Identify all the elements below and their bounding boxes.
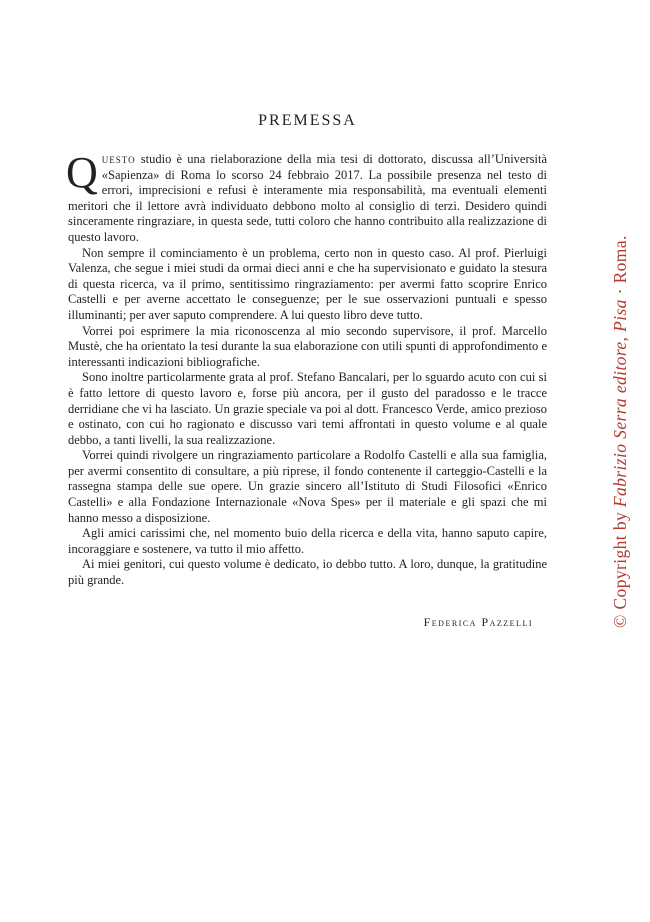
page-title: PREMESSA (258, 112, 357, 129)
author-signature: Federica Pazzelli (423, 615, 533, 629)
intro-text: studio è una rielaborazione della mia tesi di dottorato, discussa all’Università «Sapienza» di Roma lo scorso 24 febbraio 2017. La possibile presenza nel testo di errori, imprecisioni e refusi è interamente mia responsabilità, ma eventuali elementi meritori che il lettore avrà individuato debbono molto al consiglio di terzi. Desidero quindi sinceramente ringraziare, in questa sede, tutti coloro che hanno contribuito alla realizzazione di questo lavoro. (68, 152, 547, 244)
paragraph: Vorrei quindi rivolgere un ringraziamento particolare a Rodolfo Castelli e alla sua famiglia, per avermi consentito di consultare, a più riprese, il fondo contenente il carteggio-Castelli e la rassegna stampa delle sue opere. Un grazie sincero all’Istituto di Studi Filosofici «Enrico Castelli» e alla Fondazione Internazionale «Nova Spes» per il materiale e gli spazi che mi hanno messo a disposizione. (68, 448, 547, 525)
copyright-notice (610, 235, 631, 628)
paragraph: Non sempre il cominciamento è un problema, certo non in questo caso. Al prof. Pierluigi Valenza, che segue i miei studi da ormai dieci anni e che ha supervisionato e guidato la stesura di questa ricerca, va il primo, sentitissimo ringraziamento: per avermi fatto scoprire Enrico Castelli e per averne accettato le conseguenze; per le sue osservazioni puntuali e spesso illuminanti; per aver saputo comprendere. A lui questo libro deve tutto. (68, 245, 547, 322)
lead-word: uesto (101, 152, 136, 166)
paragraph: Ai miei genitori, cui questo volume è dedicato, io debbo tutto. A loro, dunque, la gratitudine più grande. (68, 557, 547, 588)
intro-paragraph (66, 148, 547, 246)
copyright-prefix: © Copyright by (610, 507, 630, 628)
paragraph: Vorrei poi esprimere la mia riconoscenza al mio secondo supervisore, il prof. Marcello Mustè, che ha orientato la tesi durante la sua elaborazione con utili spunti di approfondimento e interessanti indicazioni bibliografiche. (68, 323, 547, 369)
paragraph: Sono inoltre particolarmente grata al prof. Stefano Bancalari, per lo sguardo acuto con cui si è fatto lettore di questo lavoro e, forse più ancora, per il gusto del paradosso e le tracce derridiane che vi ha lasciato. Un grazie speciale va poi al dott. Francesco Verde, amico prezioso e ostinato, con cui ho ragionato e discusso vari temi affrontati in questo volume e al quale debbo, a tanti livelli, la sua realizzazione. (68, 370, 547, 447)
paragraph: Agli amici carissimi che, nel momento buio della ricerca e della vita, hanno saputo capire, incoraggiare e sostenere, va tutto il mio affetto. (68, 526, 547, 556)
copyright-publisher: Fabrizio Serra editore, Pisa (610, 299, 630, 508)
drop-cap: Q (66, 148, 98, 197)
copyright-suffix: · Roma. (610, 235, 630, 300)
preface-body (66, 148, 547, 589)
